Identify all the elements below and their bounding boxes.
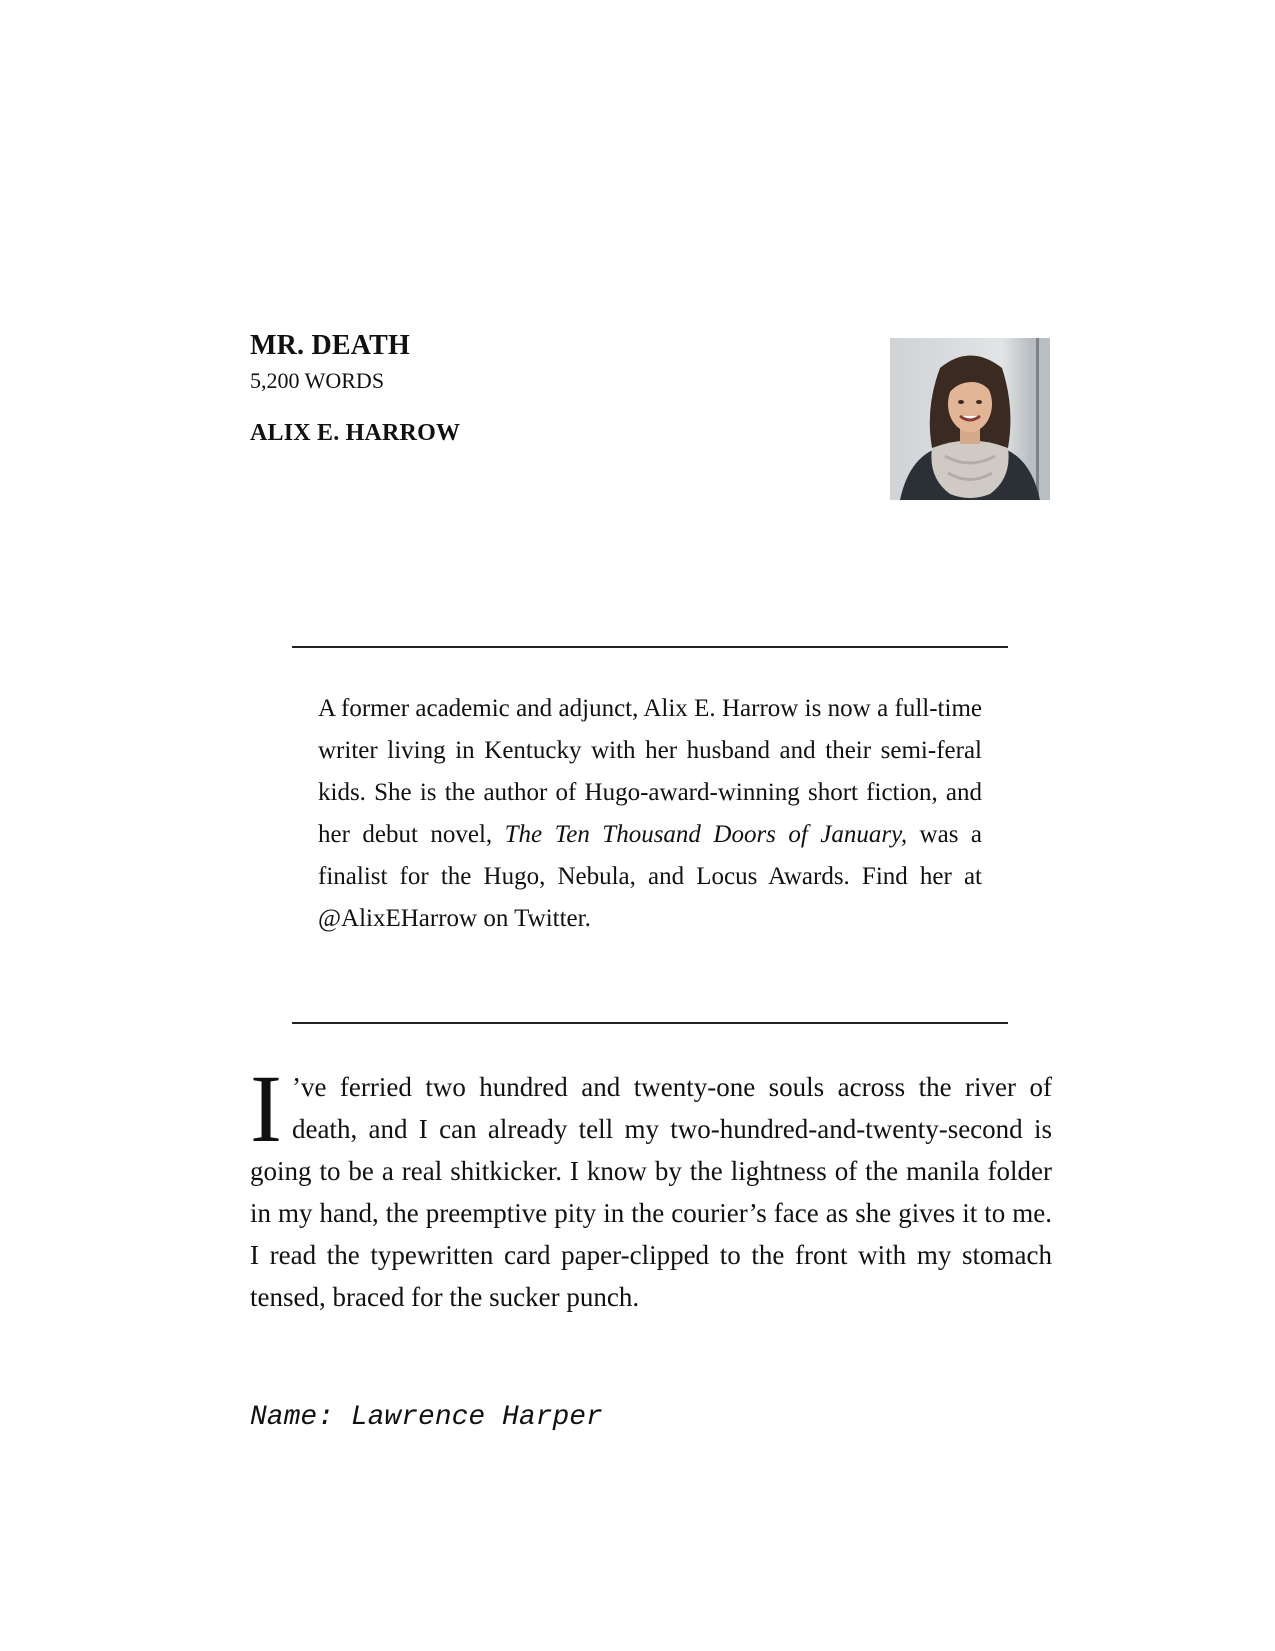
author-portrait-image [890,338,1050,500]
bio-text-2: was a finalist for the Hugo, Nebula, and Locus Awards. Find her at @AlixEHarrow on Twitter. [318,821,982,932]
story-opening-paragraph [250,1055,1052,1318]
opening-text: ’ve ferried two hundred and twenty-one souls across the river of death, and I can already tell my two-hundred-and-twenty-second is going to be a real shitkicker. I know by the lightness of the manila folder in my hand, the preemptive pity in the courier’s face as she gives it to me. I read the typewritten card paper-clipped to the front with my stomach tensed, braced for the sucker punch. [250,1072,1052,1312]
bio-bottom-divider [292,1022,1008,1024]
author-bio [318,688,982,940]
typewritten-card-line: Name: Lawrence Harper [250,1402,603,1433]
book-title: The Ten Thousand Doors of January, [504,821,908,848]
drop-cap: I [250,1055,282,1162]
bio-text-1: A former academic and adjunct, Alix E. Harrow is now a full-time writer living in Kentucky with her husband and their semi-feral kids. She is the author of Hugo-award-winning short fiction, and her debut novel, [318,695,982,848]
bio-top-divider [292,646,1008,648]
story-title: MR. DEATH [250,330,410,361]
author-photo [890,338,1050,500]
author-name: ALIX E. HARROW [250,420,461,446]
word-count: 5,200 WORDS [250,368,385,393]
